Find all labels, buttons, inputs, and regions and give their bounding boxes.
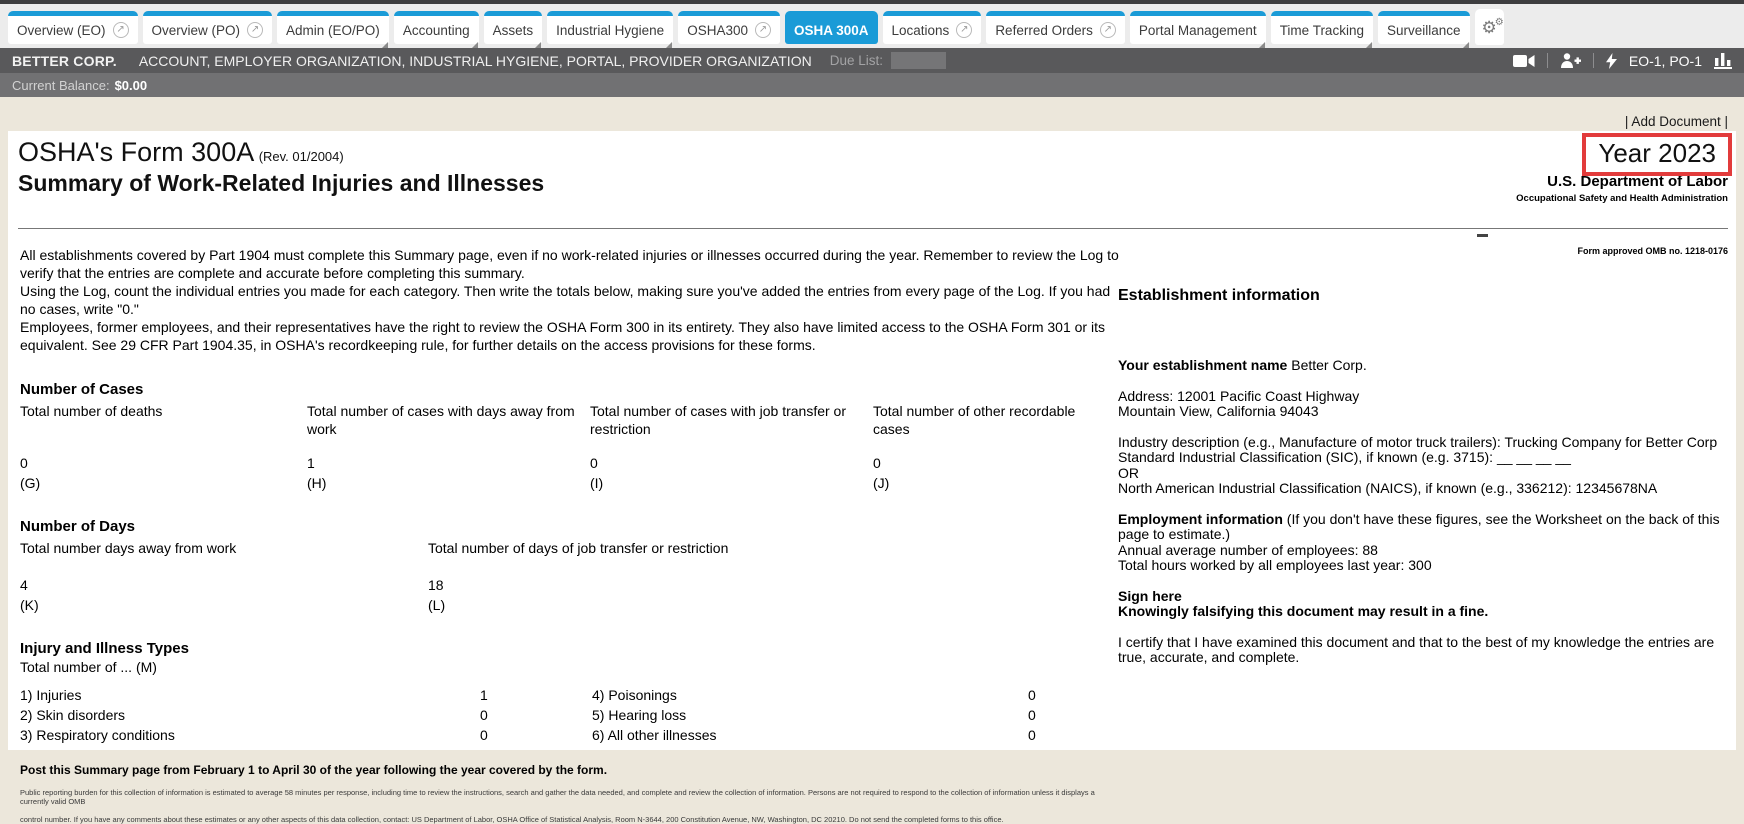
injury-types-heading: Injury and Illness Types xyxy=(20,640,189,657)
case-label: Total number of other recordable cases xyxy=(873,403,1076,437)
tab-label: Accounting xyxy=(402,22,470,38)
tab-label: Industrial Hygiene xyxy=(556,22,665,38)
falsify-warning: Knowingly falsifying this document may result in a fine. xyxy=(1118,603,1489,619)
days-label: Total number of days of job transfer or restriction xyxy=(428,540,729,556)
gear-icon: ⚙ ⚙ xyxy=(1481,16,1504,37)
days-code: (K) xyxy=(20,597,39,613)
case-column xyxy=(20,402,307,491)
days-value: 18 xyxy=(428,577,444,593)
external-link-icon[interactable]: ↗ xyxy=(755,22,771,38)
tab-label: Referred Orders xyxy=(995,22,1093,38)
hours-worked-line: Total hours worked by all employees last year: 300 xyxy=(1118,557,1432,573)
certify-statement: I certify that I have examined this document and that to the best of my knowledge the entries are true, accurate, and complete. xyxy=(1118,633,1715,665)
posting-instructions: Post this Summary page from February 1 to April 30 of the year following the year covered by the form. xyxy=(20,763,608,777)
case-column xyxy=(873,402,1120,491)
tab-overview-eo[interactable] xyxy=(8,11,138,44)
injury-label: 5) Hearing loss xyxy=(592,707,687,723)
tab-label: Locations xyxy=(891,22,950,38)
tab-label: Overview (PO) xyxy=(151,22,241,38)
tab-locations[interactable] xyxy=(883,11,982,44)
osha-administration-label: Occupational Safety and Health Administration xyxy=(1516,193,1728,204)
address-line-1: Address: 12001 Pacific Coast Highway xyxy=(1118,387,1360,404)
injury-label: 6) All other illnesses xyxy=(592,727,717,743)
form-subtitle: Summary of Work-Related Injuries and Illnesses xyxy=(18,170,545,196)
naics-line: North American Industrial Classification (NAICS), if known (e.g., 336212): 12345678NA xyxy=(1118,480,1658,496)
days-code: (L) xyxy=(428,597,446,613)
days-value: 4 xyxy=(20,577,28,593)
tab-label: Surveillance xyxy=(1386,22,1461,38)
form-header-right xyxy=(1516,137,1728,204)
injury-types-subheading: Total number of ... (M) xyxy=(20,659,157,675)
form-revision: (Rev. 01/2004) xyxy=(258,149,344,164)
case-code: (I) xyxy=(590,475,604,491)
case-column xyxy=(307,402,590,491)
external-link-icon[interactable]: ↗ xyxy=(956,22,972,38)
address-line-2: Mountain View, California 94043 xyxy=(1118,403,1319,419)
instruction-paragraph: All establishments covered by Part 1904 must complete this Summary page, even if no work-related injuries or illnesses occurred during the year. Remember to review the Log to verify that the entries are complete and accurate before completing this summary. xyxy=(20,247,1119,281)
tab-label: Portal Management xyxy=(1138,22,1257,38)
case-value: 0 xyxy=(873,455,881,471)
sic-line: Standard Industrial Classification (SIC), if known (e.g. 3715): __ __ __ __ xyxy=(1118,449,1571,465)
instruction-paragraph: Using the Log, count the individual entries you made for each category. Then write the totals below, making sure you've added the entries from every page of the Log. If you had no cases, write "0." xyxy=(20,283,1111,317)
tab-bar xyxy=(0,4,1744,48)
omb-approval-label: Form approved OMB no. 1218-0176 xyxy=(1577,246,1728,256)
context-scope-list: ACCOUNT, EMPLOYER ORGANIZATION, INDUSTRIAL HYGIENE, PORTAL, PROVIDER ORGANIZATION xyxy=(138,52,812,69)
dropdown-corner-icon xyxy=(472,42,478,48)
injury-value: 0 xyxy=(1028,727,1036,743)
tab-industrial-hygiene[interactable] xyxy=(547,11,673,44)
average-employees-line: Annual average number of employees: 88 xyxy=(1118,541,1378,558)
establishment-name-label: Your establishment name xyxy=(1118,357,1288,373)
tab-label: Admin (EO/PO) xyxy=(286,22,380,38)
external-link-icon[interactable]: ↗ xyxy=(247,22,263,38)
case-label: Total number of deaths xyxy=(20,403,163,419)
balance-bar xyxy=(0,73,1744,97)
tab-label: Overview (EO) xyxy=(17,22,106,38)
fine-print-line-1: Public reporting burden for this collection of information is estimated to average 58 minutes per response, including time to review the instructions, search and gather the data needed, and complete and review the collection of information. Persons are not required to respond to the collection of information unless it displays a currently valid OMB xyxy=(20,788,1095,806)
case-code: (G) xyxy=(20,475,41,491)
dropdown-corner-icon xyxy=(1259,42,1265,48)
industry-classification xyxy=(1118,435,1728,497)
case-value: 0 xyxy=(20,455,28,471)
year-selector[interactable]: Year 2023 xyxy=(1598,138,1716,168)
injury-label: 2) Skin disorders xyxy=(20,707,126,723)
employment-information xyxy=(1118,512,1728,574)
sign-here-block xyxy=(1118,589,1728,620)
year-highlight-box xyxy=(1582,133,1732,176)
employment-info-label: Employment information xyxy=(1118,510,1283,527)
context-bar-actions xyxy=(1513,53,1732,69)
case-code: (H) xyxy=(307,475,327,491)
lightning-icon[interactable] xyxy=(1606,53,1617,69)
divider xyxy=(1547,53,1548,68)
number-of-days-heading: Number of Days xyxy=(20,518,136,535)
dropdown-corner-icon xyxy=(1366,42,1372,48)
days-column xyxy=(428,539,1120,613)
tab-label: OSHA 300A xyxy=(793,22,869,38)
case-column xyxy=(590,402,873,491)
establishment-name-line xyxy=(1118,358,1728,374)
injury-value: 0 xyxy=(1028,687,1036,703)
establishment-name-value: Better Corp. xyxy=(1291,357,1367,373)
form-header xyxy=(18,137,1728,204)
eo-po-indicator: EO-1, PO-1 xyxy=(1628,52,1702,69)
company-name: BETTER CORP. xyxy=(12,52,117,69)
context-bar xyxy=(0,48,1744,73)
dropdown-corner-icon xyxy=(1463,42,1469,48)
external-link-icon[interactable]: ↗ xyxy=(1100,22,1116,38)
establishment-info-heading: Establishment information xyxy=(1118,287,1320,304)
case-value: 1 xyxy=(307,455,315,471)
form-instructions xyxy=(20,246,1120,354)
number-of-days-grid xyxy=(20,539,1120,613)
tab-osha300[interactable] xyxy=(678,11,780,44)
divider xyxy=(1593,53,1594,68)
header-divider xyxy=(18,228,1728,229)
sign-here-label: Sign here xyxy=(1118,587,1182,604)
tab-label: Assets xyxy=(492,22,534,38)
industry-description: Industry description (e.g., Manufacture of motor truck trailers): Trucking Company for Better Corp xyxy=(1118,433,1718,450)
case-label: Total number of cases with job transfer or restriction xyxy=(590,403,847,437)
external-link-icon[interactable]: ↗ xyxy=(113,22,129,38)
tab-label: Time Tracking xyxy=(1279,22,1364,38)
due-list-value-box xyxy=(891,52,946,69)
form-title: OSHA's Form 300A xyxy=(18,137,255,167)
balance-value: $0.00 xyxy=(114,77,148,93)
tab-overview-po[interactable] xyxy=(143,11,273,44)
case-code: (J) xyxy=(873,475,890,491)
injury-label: 4) Poisonings xyxy=(592,687,677,703)
injury-value: 0 xyxy=(480,727,488,743)
case-value: 0 xyxy=(590,455,598,471)
tab-surveillance[interactable] xyxy=(1378,11,1470,44)
injury-label: 1) Injuries xyxy=(20,687,82,703)
days-label: Total number days away from work xyxy=(20,540,237,556)
dropdown-corner-icon xyxy=(382,42,388,48)
add-person-icon[interactable] xyxy=(1560,53,1581,68)
collapse-dash xyxy=(1477,234,1488,237)
injury-types-grid xyxy=(20,687,1120,744)
tab-accounting[interactable] xyxy=(394,11,479,44)
tab-time-tracking[interactable] xyxy=(1271,11,1373,44)
add-document-row xyxy=(0,97,1744,131)
instruction-paragraph: Employees, former employees, and their representatives have the right to review the OSHA Form 300 in its entirety. They also have limited access to the OSHA Form 301 or its equivalent. See 29 CFR Part 1904.35, in OSHA's recordkeeping rule, for further details on the access provisions for these forms. xyxy=(20,319,1105,353)
or-label: OR xyxy=(1118,464,1139,481)
number-of-cases-grid xyxy=(20,402,1120,491)
osha-300a-form xyxy=(8,131,1736,824)
case-label: Total number of cases with days away from work xyxy=(307,403,575,437)
tab-label: OSHA300 xyxy=(687,22,748,38)
number-of-cases-heading: Number of Cases xyxy=(20,381,144,398)
tab-referred-orders[interactable] xyxy=(986,11,1125,44)
balance-label: Current Balance: xyxy=(12,77,110,93)
dropdown-corner-icon xyxy=(535,42,541,48)
bar-chart-icon[interactable] xyxy=(1714,53,1732,69)
due-list-label: Due List: xyxy=(829,53,883,68)
video-camera-icon[interactable] xyxy=(1513,54,1535,68)
injury-value: 1 xyxy=(480,687,488,703)
days-column xyxy=(20,539,428,613)
employment-intro xyxy=(1118,512,1728,543)
dropdown-corner-icon xyxy=(666,42,672,48)
injury-value: 0 xyxy=(1028,707,1036,723)
employment-info-note: (If you don't have these figures, see the Worksheet on the back of this page to estimate.) xyxy=(1118,510,1720,542)
fine-print-line-2: control number. If you have any comments about these estimates or any other aspects of this data collection, contact: US Department of Labor, OSHA Office of Statistical Analysis, Room N-3644, 200 Constitution Avenue, NW, Washington, DC 20210. Do not send the completed forms to this office. xyxy=(20,815,1004,824)
tab-osha-300a-active[interactable] xyxy=(785,11,878,44)
injury-label: 3) Respiratory conditions xyxy=(20,727,175,743)
tab-assets[interactable] xyxy=(484,11,543,44)
form-left-column xyxy=(20,246,1120,824)
tab-portal-management[interactable] xyxy=(1130,11,1266,44)
injury-value: 0 xyxy=(480,707,488,723)
settings-gear-button[interactable] xyxy=(1475,9,1504,45)
establishment-address xyxy=(1118,389,1728,420)
department-of-labor-label: U.S. Department of Labor xyxy=(1547,173,1728,190)
form-right-column xyxy=(1118,231,1728,666)
tab-admin-eo-po[interactable] xyxy=(277,11,389,44)
add-document-link[interactable]: | Add Document | xyxy=(1624,114,1728,129)
